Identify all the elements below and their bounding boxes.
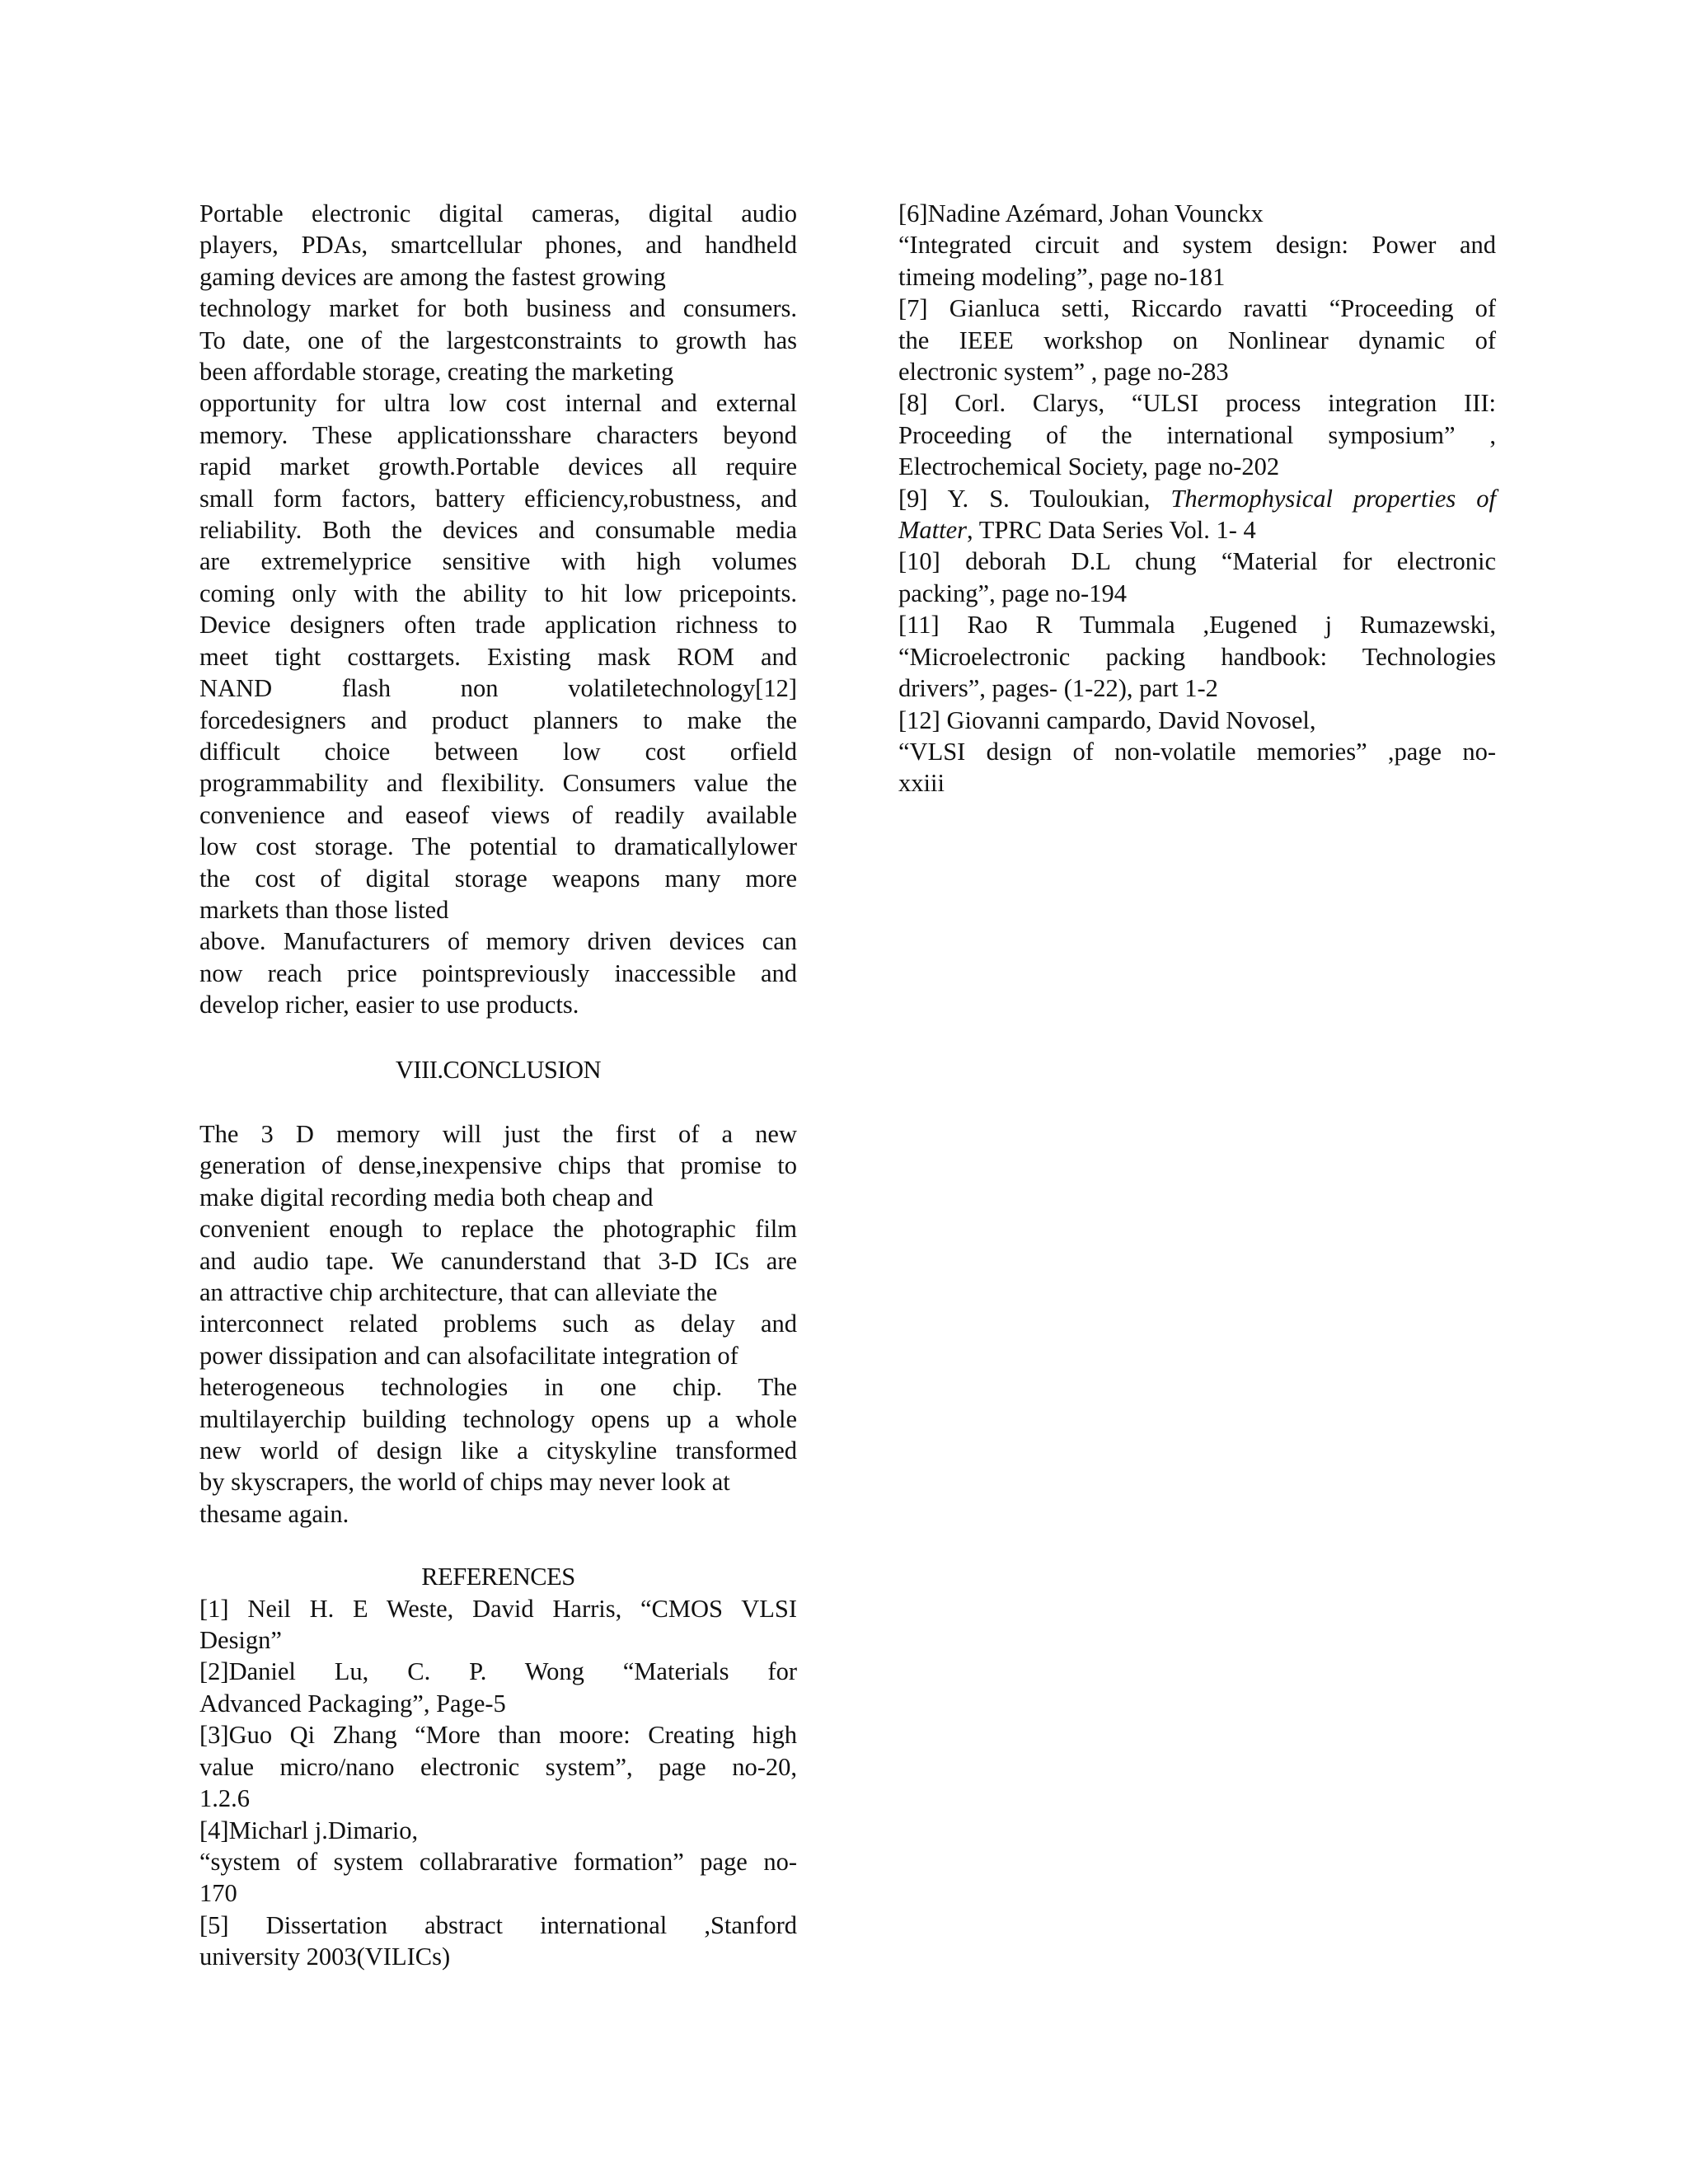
reference-item — [898, 293, 1496, 387]
reference-line: 170 — [199, 1879, 237, 1908]
reference-line: Advanced Packaging”, Page-5 — [199, 1689, 506, 1718]
reference-item — [898, 705, 1496, 799]
reference-line: electronic system” , page no-283 — [898, 358, 1229, 387]
ref9-suffix: , TPRC Data Series Vol. 1- 4 — [967, 516, 1256, 545]
references-list-right — [898, 198, 1496, 483]
reference-line: value micro/nano electronic system”, page no-20, — [199, 1752, 797, 1781]
text-line: low cost storage. The potential to dramaticallylower — [199, 832, 797, 861]
text-line: convenience and easeof views of readily available — [199, 800, 797, 829]
text-line: an attractive chip architecture, that can alleviate the — [199, 1278, 718, 1306]
text-line: coming only with the ability to hit low pricepoints. — [199, 579, 797, 607]
text-line: now reach price pointspreviously inaccessible and — [199, 958, 797, 987]
ref9-title: Thermophysical properties of — [1170, 484, 1496, 513]
text-line: difficult choice between low cost orfield — [199, 737, 797, 766]
reference-line: [1] Neil H. E Weste, David Harris, “CMOS VLSI — [199, 1594, 797, 1623]
text-line: Device designers often trade application richness to — [199, 611, 797, 640]
text-line: are extremelyprice sensitive with high volumes — [199, 547, 797, 576]
text-line: NAND flash non volatiletechnology[12] — [199, 674, 797, 703]
text-line: programmability and flexibility. Consumers value the — [199, 769, 797, 798]
text-line: opportunity for ultra low cost internal and external — [199, 389, 797, 418]
text-line: convenient enough to replace the photographic film — [199, 1215, 797, 1244]
intro-paragraph — [199, 198, 797, 1021]
conclusion-heading: VIII.CONCLUSION — [395, 1055, 602, 1084]
reference-line: [8] Corl. Clarys, “ULSI process integration III: — [898, 389, 1496, 418]
text-line: reliability. Both the devices and consumable media — [199, 516, 797, 545]
text-line: rapid market growth.Portable devices all require — [199, 452, 797, 481]
reference-line: Proceeding of the international symposium” , — [898, 420, 1496, 449]
reference-item — [199, 1593, 797, 1657]
text-line: players, PDAs, smartcellular phones, and handheld — [199, 231, 797, 260]
reference-item — [199, 1656, 797, 1719]
text-line: small form factors, battery efficiency,robustness, and — [199, 484, 797, 513]
text-line: new world of design like a cityskyline transformed — [199, 1436, 797, 1465]
reference-item — [898, 198, 1496, 293]
references-list-right-cont — [898, 546, 1496, 799]
reference-line: [11] Rao R Tummala ,Eugened j Rumazewski, — [898, 611, 1496, 640]
text-line: markets than those listed — [199, 895, 449, 924]
reference-line: [10] deborah D.L chung “Material for electronic — [898, 547, 1496, 576]
references-heading: REFERENCES — [421, 1563, 575, 1591]
reference-line: 1.2.6 — [199, 1784, 250, 1813]
text-line: the cost of digital storage weapons many more — [199, 864, 797, 893]
reference-item — [898, 609, 1496, 704]
reference-line: “system of system collabrarative formation” page no- — [199, 1847, 797, 1876]
left-column — [199, 198, 797, 1973]
reference-item — [199, 1815, 797, 1910]
reference-item — [898, 483, 1496, 546]
text-line: forcedesigners and product planners to make the — [199, 705, 797, 734]
text-line: and audio tape. We canunderstand that 3-D ICs are — [199, 1246, 797, 1275]
text-line: make digital recording media both cheap and — [199, 1183, 654, 1212]
reference-line: [3]Guo Qi Zhang “More than moore: Creating high — [199, 1721, 797, 1750]
ref9-prefix: [9] Y. S. Touloukian, — [898, 484, 1171, 513]
reference-item — [199, 1719, 797, 1814]
text-line: To date, one of the largestconstraints to growth has — [199, 326, 797, 354]
reference-line: timeing modeling”, page no-181 — [898, 262, 1226, 291]
text-line: above. Manufacturers of memory driven devices can — [199, 927, 797, 956]
text-line: Portable electronic digital cameras, digital audio — [199, 199, 797, 227]
reference-line: [12] Giovanni campardo, David Novosel, — [898, 705, 1316, 734]
references-list-left — [199, 1593, 797, 1973]
reference-line: “Microelectronic packing handbook: Technologies — [898, 642, 1496, 671]
text-line: by skyscrapers, the world of chips may never look at — [199, 1468, 730, 1497]
text-line: technology market for both business and consumers. — [199, 294, 797, 323]
text-line: meet tight costtargets. Existing mask ROM and — [199, 642, 797, 671]
right-column — [898, 198, 1496, 799]
reference-line: [5] Dissertation abstract international ,Stanford — [199, 1910, 797, 1939]
reference-line: [4]Micharl j.Dimario, — [199, 1816, 419, 1844]
text-line: multilayerchip building technology opens up a whole — [199, 1404, 797, 1433]
text-line: thesame again. — [199, 1499, 349, 1528]
text-line: heterogeneous technologies in one chip. The — [199, 1373, 797, 1402]
reference-item — [898, 546, 1496, 609]
reference-line: Design” — [199, 1626, 282, 1655]
text-line: been affordable storage, creating the marketing — [199, 358, 674, 387]
text-line: generation of dense,inexpensive chips that promise to — [199, 1151, 797, 1180]
reference-line: “Integrated circuit and system design: Power and — [898, 231, 1496, 260]
reference-line: [2]Daniel Lu, C. P. Wong “Materials for — [199, 1657, 797, 1686]
text-line: The 3 D memory will just the first of a new — [199, 1119, 797, 1148]
reference-line: xxiii — [898, 769, 945, 798]
ref9-title-end: Matter — [898, 516, 968, 545]
text-line: power dissipation and can alsofacilitate integration of — [199, 1341, 738, 1370]
text-line: gaming devices are among the fastest growing — [199, 262, 666, 291]
text-line: memory. These applicationsshare characters beyond — [199, 420, 797, 449]
text-line: develop richer, easier to use products. — [199, 991, 579, 1019]
reference-item — [898, 387, 1496, 482]
reference-line: [6]Nadine Azémard, Johan Vounckx — [898, 199, 1264, 227]
conclusion-paragraph — [199, 1118, 797, 1530]
reference-line: Electrochemical Society, page no-202 — [898, 452, 1280, 481]
reference-line: packing”, page no-194 — [898, 579, 1127, 607]
text-line: interconnect related problems such as delay and — [199, 1310, 797, 1338]
reference-line: the IEEE workshop on Nonlinear dynamic of — [898, 326, 1496, 354]
reference-line: drivers”, pages- (1-22), part 1-2 — [898, 674, 1218, 703]
reference-line: university 2003(VILICs) — [199, 1943, 451, 1971]
reference-line: “VLSI design of non-volatile memories” ,page no- — [898, 737, 1496, 766]
reference-item — [199, 1910, 797, 1973]
reference-line: [7] Gianluca setti, Riccardo ravatti “Proceeding of — [898, 294, 1496, 323]
